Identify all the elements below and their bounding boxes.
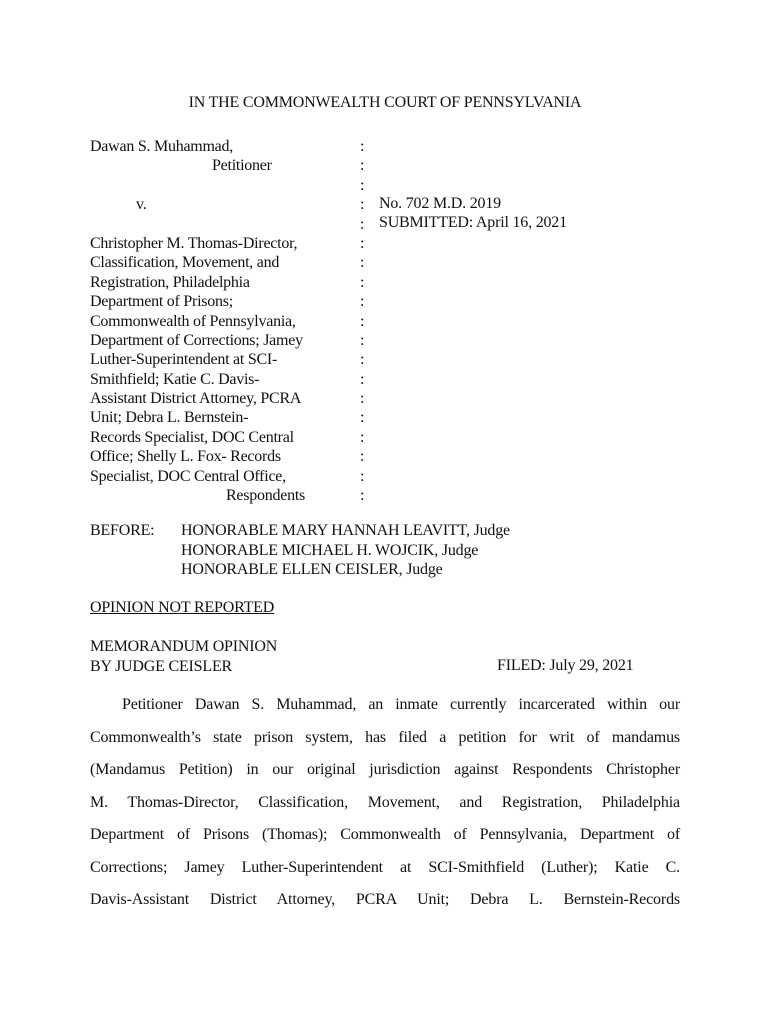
body-line: Department of Prisons (Thomas); Commonwealth of Pennsylvania, Department of xyxy=(90,826,680,843)
memorandum-title: MEMORANDUM OPINION xyxy=(90,638,278,655)
body-line: Corrections; Jamey Luther-Superintendent at SCI-Smithfield (Luther); Katie C. xyxy=(90,858,680,876)
case-info xyxy=(379,194,567,233)
judge-name: HONORABLE MARY HANNAH LEAVITT, Judge xyxy=(181,522,510,539)
caption-blank-line xyxy=(90,215,352,234)
respondent-line: Classification, Movement, and xyxy=(90,254,280,272)
caption-colon: : xyxy=(360,254,365,272)
judges-list xyxy=(181,521,510,580)
respondent-line: Registration, Philadelphia xyxy=(90,273,250,291)
caption-colon: : xyxy=(360,196,365,214)
caption-colon-column xyxy=(360,137,370,505)
caption-colon: : xyxy=(360,487,365,505)
judge-name: HONORABLE MICHAEL H. WOJCIK, Judge xyxy=(181,541,479,559)
caption-colon: : xyxy=(360,138,365,155)
body-line: M. Thomas-Director, Classification, Movement, and Registration, Philadelphia xyxy=(90,793,680,811)
caption-colon: : xyxy=(360,448,365,466)
respondent-line: Department of Prisons; xyxy=(90,293,233,311)
caption-colon: : xyxy=(360,390,365,408)
court-title: IN THE COMMONWEALTH COURT OF PENNSYLVANIA xyxy=(188,94,582,111)
caption-colon: : xyxy=(360,312,365,330)
caption-colon: : xyxy=(360,273,365,291)
respondent-line: Specialist, DOC Central Office, xyxy=(90,467,286,485)
caption-colon: : xyxy=(360,176,365,194)
submitted-date: SUBMITTED: April 16, 2021 xyxy=(379,214,567,232)
caption-colon: : xyxy=(360,467,365,485)
respondent-line: Commonwealth of Pennsylvania, xyxy=(90,312,296,330)
filed-date: FILED: July 29, 2021 xyxy=(497,657,634,674)
case-number: No. 702 M.D. 2019 xyxy=(379,195,501,212)
memorandum-author: BY JUDGE CEISLER xyxy=(90,657,232,675)
body-line: (Mandamus Petition) in our original jurisdiction against Respondents Christopher xyxy=(90,761,680,778)
petitioner-role: Petitioner xyxy=(212,157,272,175)
caption-colon: : xyxy=(360,331,365,349)
respondent-line: Unit; Debra L. Bernstein- xyxy=(90,409,249,427)
versus-label: v. xyxy=(136,196,147,214)
judge-name: HONORABLE ELLEN CEISLER, Judge xyxy=(181,561,443,579)
respondent-line: Smithfield; Katie C. Davis- xyxy=(90,370,260,388)
caption-colon: : xyxy=(360,351,365,369)
opinion-not-reported: OPINION NOT REPORTED xyxy=(90,599,275,616)
respondent-line: Office; Shelly L. Fox- Records xyxy=(90,448,281,466)
respondent-line: Assistant District Attorney, PCRA xyxy=(90,390,302,408)
before-label: BEFORE: xyxy=(90,522,155,539)
opinion-body xyxy=(90,689,680,917)
body-line: Petitioner Dawan S. Muhammad, an inmate currently incarcerated within our xyxy=(122,696,680,713)
body-line: Davis-Assistant District Attorney, PCRA Unit; Debra L. Bernstein-Records xyxy=(90,891,680,908)
respondent-line: Luther-Superintendent at SCI- xyxy=(90,351,278,369)
caption-colon: : xyxy=(360,215,365,233)
case-caption-parties xyxy=(90,137,352,505)
caption-colon: : xyxy=(360,409,365,427)
caption-colon: : xyxy=(360,157,365,175)
caption-colon: : xyxy=(360,234,365,252)
petitioner-name: Dawan S. Muhammad, xyxy=(90,138,234,155)
caption-blank-line xyxy=(90,176,352,195)
body-line: Commonwealth’s state prison system, has filed a petition for writ of mandamus xyxy=(90,728,680,746)
caption-colon: : xyxy=(360,428,365,446)
respondent-line: Records Specialist, DOC Central xyxy=(90,428,294,446)
respondent-line: Christopher M. Thomas-Director, xyxy=(90,234,298,252)
memorandum-heading xyxy=(90,637,277,676)
respondent-role: Respondents xyxy=(226,487,306,505)
respondent-line: Department of Corrections; Jamey xyxy=(90,331,303,349)
caption-colon: : xyxy=(360,293,365,311)
caption-colon: : xyxy=(360,370,365,388)
